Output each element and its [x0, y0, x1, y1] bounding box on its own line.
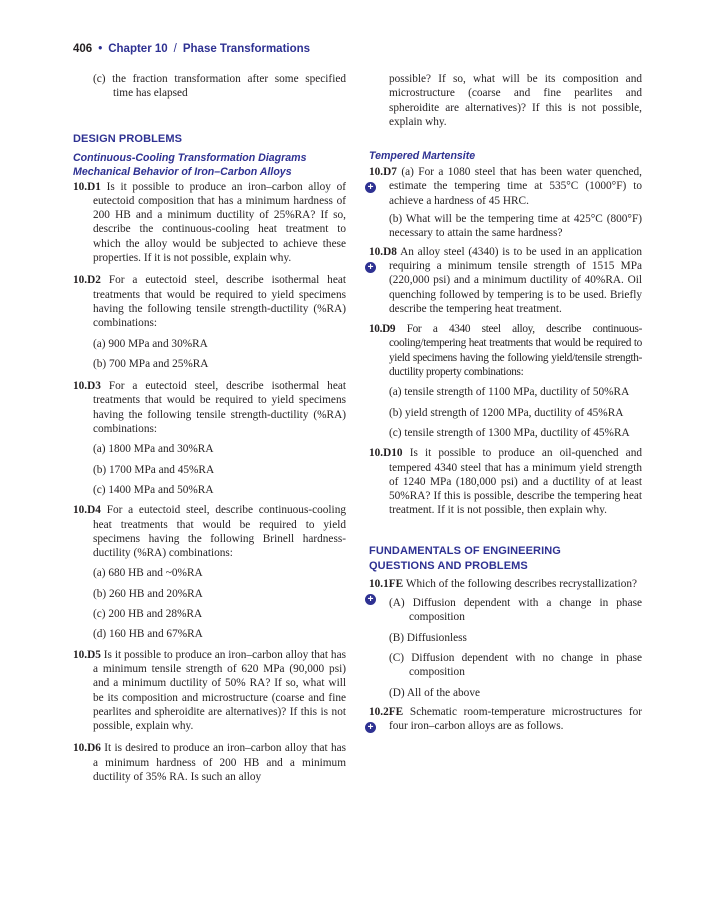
chapter-label: Chapter 10 — [108, 43, 168, 55]
continued-part-c: (c) the fraction transformation after some specified time has elapsed — [93, 73, 346, 100]
part-b: (b) What will be the tempering time at 425°C (800°F) necessary to attain the same hardness? — [389, 213, 642, 240]
part-c: (c) tensile strength of 1300 MPa, ductility of 45%RA — [389, 426, 630, 439]
part-c: (c) 200 HB and 28%RA — [93, 608, 203, 621]
tempered-martensite-heading: Tempered Martensite — [369, 150, 476, 163]
problem-text: For a eutectoid steel, describe continuous-cooling heat treatments that would be required to yield specimens having the following Brinell hardness-ductility (%RA) combinations: — [93, 504, 346, 560]
problem-text: An alloy steel (4340) is to be used in an application requiring a minimum tensile strength of 1515 MPa (220,000 psi) and a minimum ductility of 40%RA. Oil quenching followed by tempering is to be used. Briefly describe the tempering heat treatment. — [389, 245, 642, 315]
problem-10-1fe — [367, 577, 642, 605]
problem-text: Which of the following describes recrystallization? — [405, 577, 638, 590]
problem-10-d5 — [73, 648, 346, 734]
problem-number: 10.D7 — [369, 166, 397, 179]
design-problems-heading: DESIGN PROBLEMS — [73, 132, 183, 145]
continued-problem-d6: possible? If so, what will be its composition and microstructure (coarse and fine pearlites and spheroidite are alternatives)? If this is not possible, explain why. — [389, 73, 642, 128]
fe-heading-line2: QUESTIONS AND PROBLEMS — [369, 559, 528, 572]
problem-text: Is it possible to produce an iron–carbon alloy of eutectoid composition that has a minimum hardness of 200 HB and a minimum ductility of 25%RA? If so, describe the continuous-cooling heat treatment to which the alloy would be subjected to achieve these properties. If it is not possible, explain why. — [93, 180, 346, 265]
problem-text: Is it possible to produce an oil-quenched and tempered 4340 steel that has a minimum yield strength of 1240 MPa (180,000 psi) and a ductility of at least 50%RA? If this is possible, describe the tempering heat treatment. If it is not possible, then explain why. — [389, 447, 642, 517]
part-a: (a) 900 MPa and 30%RA — [93, 337, 208, 350]
problem-10-d3 — [73, 379, 346, 436]
problem-text: It is desired to produce an iron–carbon alloy that has a minimum hardness of 200 HB and a minimum ductility of 35% RA. Is such an alloy — [93, 742, 347, 783]
option-c: (C) Diffusion dependent with no change in phase composition — [389, 651, 642, 679]
slash-separator: / — [173, 43, 177, 55]
running-header — [73, 43, 310, 55]
problem-text: For a 4340 steel alloy, describe continuous-cooling/tempering heat treatments that would be required to yield specimens having the following yield/tensile strength-ductility property combinations: — [389, 323, 642, 379]
page-number: 406 — [73, 43, 93, 55]
problem-number: 10.2FE — [369, 705, 404, 718]
chapter-title: Phase Transformations — [182, 43, 311, 55]
problem-number: 10.D10 — [369, 447, 403, 460]
problem-10-d8 — [369, 245, 642, 316]
subheading-cct: Continuous-Cooling Transformation Diagrams — [73, 151, 307, 164]
problem-10-d10 — [369, 446, 642, 517]
problem-number: 10.D9 — [369, 323, 396, 336]
part-b: (b) 700 MPa and 25%RA — [93, 357, 209, 370]
part-c: (c) 1400 MPa and 50%RA — [93, 483, 214, 496]
problem-text-a: (a) For a 1080 steel that has been water quenched, estimate the tempering time at 535°C (1000°F) to achieve a hardness of 45 HRC. — [389, 166, 642, 207]
problem-10-d2 — [73, 273, 346, 330]
problem-text: For a eutectoid steel, describe isothermal heat treatments that would be required to yield specimens having the following tensile strength-ductility (%RA) combinations: — [93, 380, 346, 436]
problem-10-d7 — [369, 165, 642, 208]
problem-number: 10.D8 — [369, 245, 397, 258]
option-a: (A) Diffusion dependent with a change in phase composition — [389, 597, 642, 624]
part-b: (b) 1700 MPa and 45%RA — [93, 463, 215, 476]
problem-number: 10.D4 — [73, 504, 101, 517]
part-b: (b) yield strength of 1200 MPa, ductility of 45%RA — [389, 406, 624, 419]
problem-number: 10.1FE — [369, 577, 404, 590]
right-column — [369, 72, 642, 741]
problem-number: 10.D3 — [73, 380, 101, 393]
problem-10-d6 — [73, 741, 346, 784]
option-d: (D) All of the above — [389, 686, 480, 699]
problem-number: 10.D6 — [73, 742, 101, 755]
problem-10-d4 — [73, 503, 346, 560]
problem-text: For a eutectoid steel, describe isothermal heat treatments that would be required to yield specimens having the following tensile strength-ductility (%RA) combinations: — [93, 274, 346, 330]
problem-text: Is it possible to produce an iron–carbon alloy that has a minimum tensile strength of 620 MPa (90,000 psi) and a minimum ductility of 50% RA? If so, what will be its composition and microstructure (coarse and fine pearlites and spheroidite are alternatives)? If this is not possible, explain why. — [93, 648, 346, 733]
problem-10-d9 — [369, 322, 642, 379]
problem-number: 10.D5 — [73, 648, 101, 661]
subheading-mechanical: Mechanical Behavior of Iron–Carbon Alloys — [73, 165, 292, 178]
plus-icon: + — [365, 594, 376, 605]
plus-icon: + — [365, 722, 376, 733]
part-a: (a) 1800 MPa and 30%RA — [93, 443, 214, 456]
problem-text: Schematic room-temperature microstructures for four iron–carbon alloys are as follows. — [389, 705, 642, 733]
option-b: (B) Diffusionless — [389, 631, 467, 644]
problem-number: 10.D1 — [73, 180, 101, 193]
plus-icon: + — [365, 182, 376, 193]
part-d: (d) 160 HB and 67%RA — [93, 628, 203, 641]
left-column — [73, 72, 346, 792]
problem-10-d1 — [73, 180, 346, 266]
problem-number: 10.D2 — [73, 274, 101, 287]
bullet-separator: • — [98, 43, 103, 55]
part-a: (a) 680 HB and ~0%RA — [93, 567, 203, 580]
problem-10-2fe — [369, 705, 642, 734]
plus-icon: + — [365, 262, 376, 273]
part-b: (b) 260 HB and 20%RA — [93, 587, 203, 600]
part-a: (a) tensile strength of 1100 MPa, ductility of 50%RA — [389, 386, 630, 399]
fe-heading-line1: FUNDAMENTALS OF ENGINEERING — [369, 544, 561, 557]
